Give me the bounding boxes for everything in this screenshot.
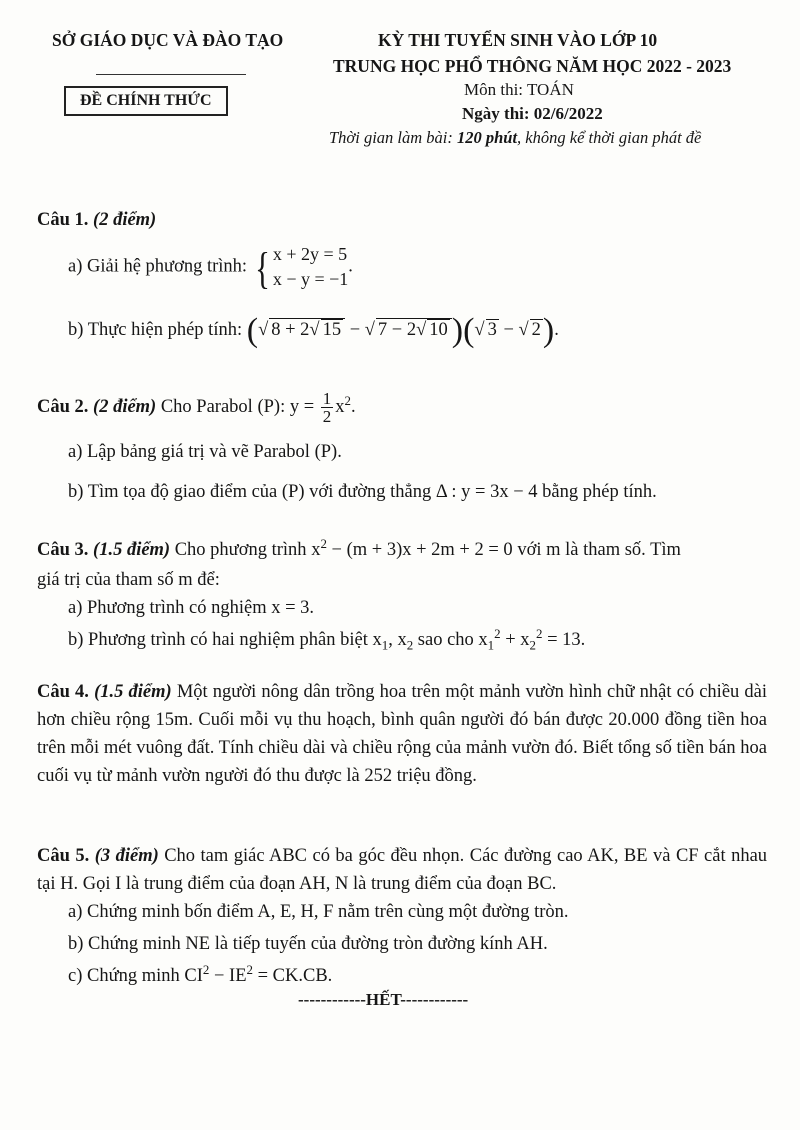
q2-intro: Cho Parabol: [160, 396, 253, 417]
q1b-expression: (√ 8 + 2√ 15 − √ 7 − 2√ 10 )(√ 3 − √ 2).: [246, 312, 559, 349]
q3-intro-3: là tham số. Tìm: [565, 540, 681, 560]
q1a: a) Giải hệ phương trình: { x + 2y = 5 x − y = −1 .: [68, 244, 353, 294]
q2-parabola: (P): y = $\frac{1}{2}$ $x^2$.: [257, 389, 356, 426]
q5c-text: c) Chứng minh: [68, 966, 180, 986]
duration-prefix: Thời gian làm bài:: [329, 128, 457, 147]
q3-intro: Cho phương trình: [174, 540, 307, 560]
q2b-text-3: bằng phép tính.: [542, 482, 657, 502]
q3b-text-1: b) Phương trình có hai nghiệm phân biệt: [68, 630, 368, 650]
q3-label: Câu 3.: [37, 540, 89, 560]
q2b-text-1: b) Tìm tọa độ giao điểm của: [68, 482, 278, 502]
header-divider: [96, 74, 246, 75]
q2-points: (2 điểm): [93, 396, 157, 417]
q5-points: (3 điểm): [94, 846, 159, 866]
q5c: c) Chứng minh $CI^2 - IE^2 = CK.CB$.: [68, 961, 333, 986]
q3-points: (1.5 điểm): [93, 540, 171, 560]
q1a-system: [273, 242, 348, 292]
q3-intro-2: với: [517, 540, 542, 560]
q1a-eq1: x + 2y = 5: [272, 244, 348, 264]
exam-duration: [329, 128, 701, 148]
q3b: b) Phương trình có hai nghiệm phân biệt $x_1$, $x_2$ sao cho $x_1^2 + x_2^2 = 13$.: [68, 625, 586, 653]
q4-label: Câu 4.: [37, 682, 89, 702]
q3-line2: giá trị của tham số m để:: [37, 570, 220, 590]
q1-heading: [37, 210, 156, 231]
q3a-text: a) Phương trình có nghiệm: [68, 598, 267, 618]
q1b: [68, 312, 559, 350]
q1b-text: b) Thực hiện phép tính:: [68, 320, 243, 340]
q1a-brace: {: [254, 244, 270, 294]
exam-subject: Môn thi: TOÁN: [464, 80, 574, 99]
q2-label: Câu 2.: [37, 396, 89, 417]
q5-label: Câu 5.: [37, 846, 90, 866]
official-exam-box: [64, 86, 228, 116]
duration-suffix: , không kể thời gian phát đề: [517, 128, 702, 147]
q3-heading: Câu 3. (1.5 điểm) Cho phương trình $x^2 - (m + 3)x + 2m + 2 = 0$ với m là tham số. Tìm: [37, 535, 681, 560]
q5-text: Cho tam giác ABC có ba góc đều nhọn. Các đường cao AK, BE và CF cắt nhau tại H. Gọi I là trung điểm của đoạn AH, N là trung điểm của đoạn BC.: [37, 846, 768, 894]
q2b-text-2: với đường thẳng: [309, 482, 432, 502]
q2b-line: Δ : y = 3x − 4: [435, 482, 538, 502]
exam-title-line1: KỲ THI TUYỂN SINH VÀO LỚP 10: [378, 30, 658, 50]
q2b: b) Tìm tọa độ giao điểm của (P) với đường thẳng Δ : y = 3x − 4 bằng phép tính.: [68, 482, 657, 502]
official-exam-label: ĐỀ CHÍNH THỨC: [80, 92, 212, 109]
q1-label: Câu 1.: [37, 210, 89, 230]
q3b-text-2: sao cho: [417, 630, 474, 650]
department-name: SỞ GIÁO DỤC VÀ ĐÀO TẠO: [52, 30, 284, 50]
q2a-text: a) Lập bảng giá trị và vẽ Parabol: [68, 442, 310, 462]
q2a: [68, 442, 342, 463]
q1-points: (2 điểm): [93, 210, 157, 230]
q2-heading: [37, 390, 356, 425]
q1a-text: a) Giải hệ phương trình:: [68, 256, 248, 277]
exam-title-line2: TRUNG HỌC PHỔ THÔNG NĂM HỌC 2022 - 2023: [333, 56, 732, 76]
q5b: b) Chứng minh NE là tiếp tuyến của đường tròn đường kính AH.: [68, 934, 548, 954]
duration-value: 120 phút: [456, 128, 518, 147]
end-marker: ------------HẾT------------: [298, 990, 469, 1009]
q3a: a) Phương trình có nghiệm x = 3.: [68, 598, 315, 618]
q4-text: Một người nông dân trồng hoa trên một mảnh vườn hình chữ nhật có chiều dài hơn chiều rộng 15m. Cuối mỗi vụ thu hoạch, bình quân người đó bán được 20.000 đồng tiền hoa trên mỗi mét vuông đất. Tính chiều dài và chiều rộng của mảnh vườn đó. Biết tổng số tiền bán hoa cuối vụ từ mảnh vườn người đó thu được là 252 triệu đồng.: [37, 682, 768, 786]
q5a: a) Chứng minh bốn điểm A, E, H, F nằm trên cùng một đường tròn.: [68, 902, 569, 922]
q4-points: (1.5 điểm): [94, 682, 172, 702]
q2a-parabola: (P).: [314, 442, 342, 462]
q3-equation: $x^2 - (m + 3)x + 2m + 2 = 0$: [311, 535, 513, 560]
q1a-eq2: x − y = −1: [272, 269, 349, 289]
q5: [37, 842, 767, 898]
exam-date: Ngày thi: 02/6/2022: [462, 104, 603, 123]
q4: [37, 678, 767, 790]
